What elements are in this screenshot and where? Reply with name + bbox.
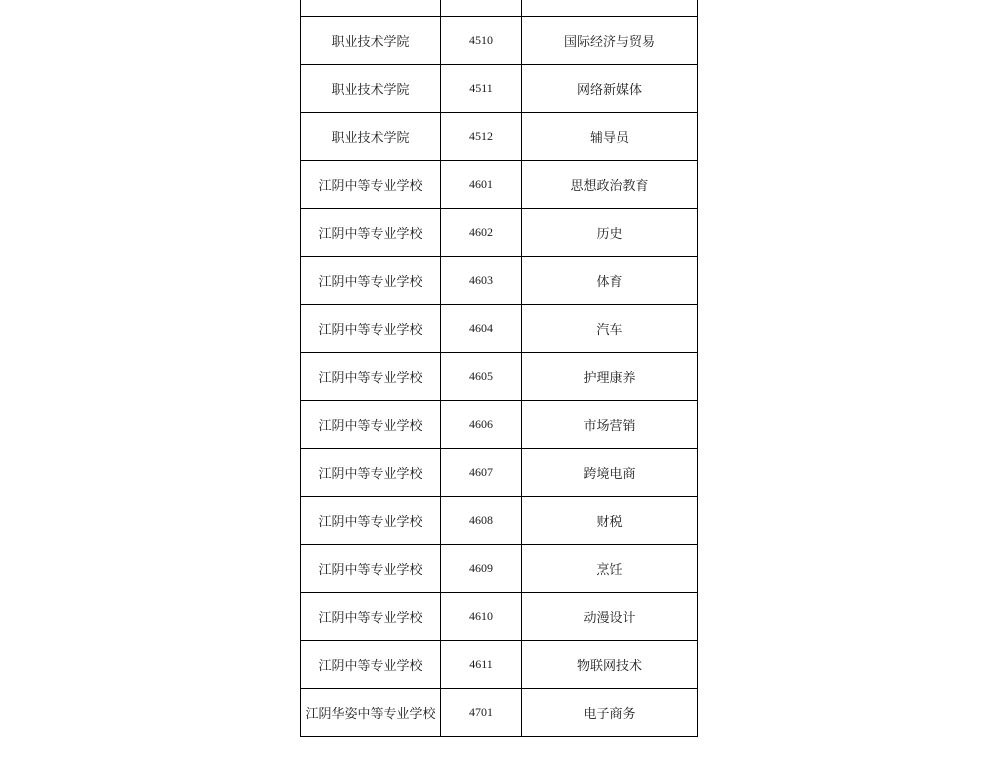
major-cell: 历史 [522,209,698,257]
major-cell: 国际经济与贸易 [522,17,698,65]
table-row [301,305,698,353]
school-cell: 江阴中等专业学校 [301,353,441,401]
school-cell: 职业技术学院 [301,65,441,113]
school-cell: 江阴中等专业学校 [301,449,441,497]
table-row [301,689,698,737]
code-cell: 4610 [441,593,522,641]
table-row [301,257,698,305]
school-cell: 职业技术学院 [301,17,441,65]
table-row [301,209,698,257]
school-cell: 江阴华姿中等专业学校 [301,689,441,737]
school-cell: 江阴中等专业学校 [301,209,441,257]
code-cell: 4607 [441,449,522,497]
major-cell: 电子商务 [522,689,698,737]
school-cell: 江阴中等专业学校 [301,257,441,305]
code-cell: 4601 [441,161,522,209]
school-cell [301,0,441,17]
code-cell [441,0,522,17]
code-cell: 4512 [441,113,522,161]
code-cell: 4606 [441,401,522,449]
table-row-partial [301,0,698,17]
school-cell: 江阴中等专业学校 [301,545,441,593]
table-body [301,0,698,737]
code-cell: 4605 [441,353,522,401]
table-row [301,113,698,161]
code-cell: 4510 [441,17,522,65]
code-cell: 4511 [441,65,522,113]
table-row [301,545,698,593]
school-cell: 江阴中等专业学校 [301,641,441,689]
table-row [301,401,698,449]
major-cell: 汽车 [522,305,698,353]
major-cell: 体育 [522,257,698,305]
major-cell: 思想政治教育 [522,161,698,209]
table-row [301,593,698,641]
major-cell: 辅导员 [522,113,698,161]
code-cell: 4609 [441,545,522,593]
major-cell: 烹饪 [522,545,698,593]
table-row [301,641,698,689]
table-row [301,17,698,65]
major-cell: 网络新媒体 [522,65,698,113]
school-cell: 江阴中等专业学校 [301,305,441,353]
major-cell: 跨境电商 [522,449,698,497]
table-row [301,161,698,209]
school-cell: 江阴中等专业学校 [301,161,441,209]
major-cell [522,0,698,17]
table-row [301,353,698,401]
major-cell: 护理康养 [522,353,698,401]
school-cell: 江阴中等专业学校 [301,497,441,545]
position-table [300,0,698,737]
major-cell: 物联网技术 [522,641,698,689]
position-table-container [300,0,697,737]
major-cell: 市场营销 [522,401,698,449]
major-cell: 动漫设计 [522,593,698,641]
school-cell: 江阴中等专业学校 [301,401,441,449]
code-cell: 4701 [441,689,522,737]
table-row [301,449,698,497]
table-row [301,497,698,545]
school-cell: 江阴中等专业学校 [301,593,441,641]
code-cell: 4602 [441,209,522,257]
code-cell: 4603 [441,257,522,305]
code-cell: 4611 [441,641,522,689]
table-row [301,65,698,113]
code-cell: 4608 [441,497,522,545]
school-cell: 职业技术学院 [301,113,441,161]
major-cell: 财税 [522,497,698,545]
code-cell: 4604 [441,305,522,353]
